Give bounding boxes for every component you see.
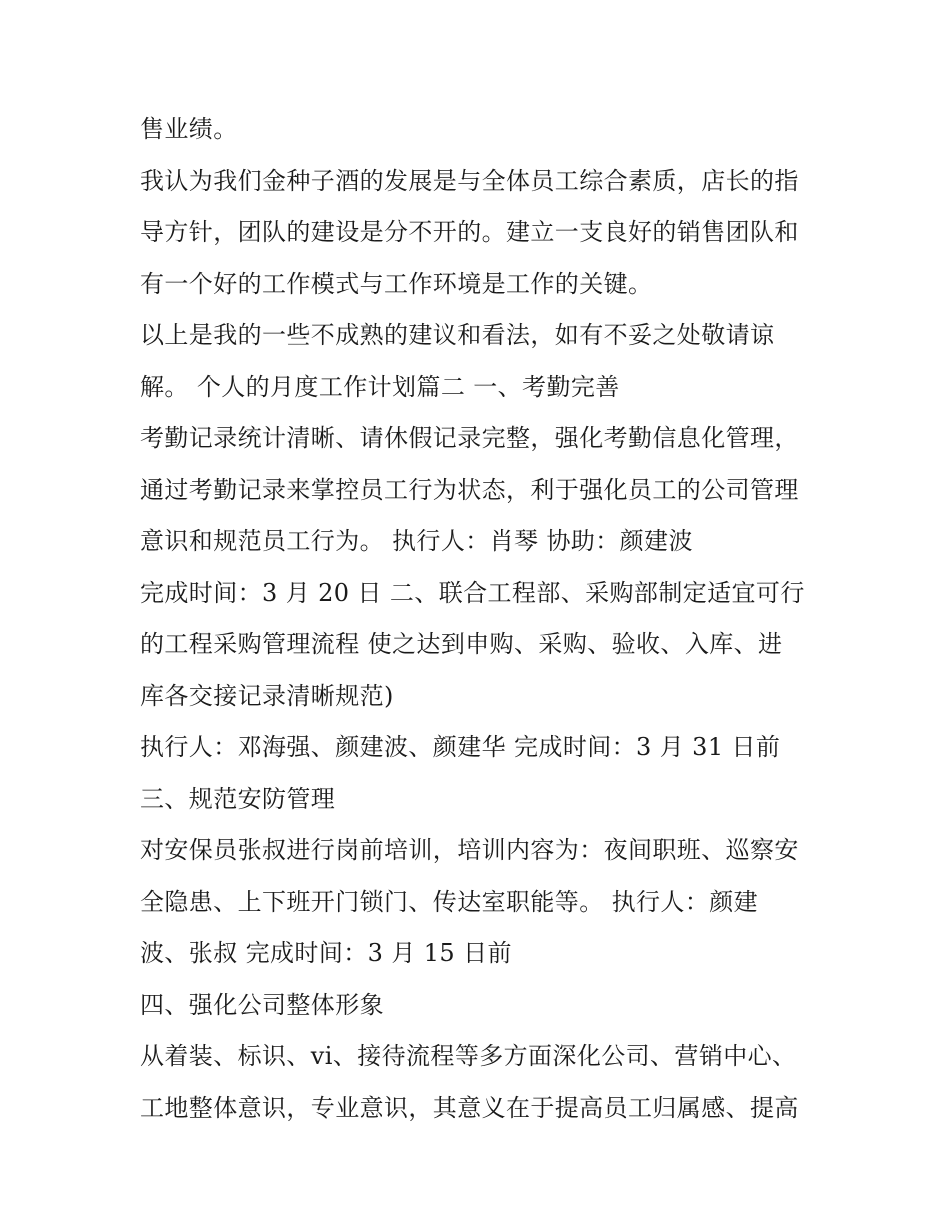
text-line: 解。 个人的月度工作计划篇二 一、考勤完善 [140, 372, 620, 401]
section-heading: 四、强化公司整体形象 [140, 990, 384, 1019]
text-line: 我认为我们金种子酒的发展是与全体员工综合素质，店长的指 [140, 166, 799, 195]
text-line: 对安保员张叔进行岗前培训，培训内容为：夜间职班、巡察安 [140, 836, 799, 864]
text-line: 波、张叔 完成时间：3 月 15 日前 [140, 939, 512, 967]
text-line: 工地整体意识，专业意识，其意义在于提高员工归属感、提高 [140, 1093, 799, 1122]
text-line: 有一个好的工作模式与工作环境是工作的关键。 [140, 269, 653, 298]
document-body [140, 104, 830, 1134]
text-line: 从着装、标识、vi、接待流程等多方面深化公司、营销中心、 [140, 1042, 797, 1070]
text-line: 考勤记录统计清晰、请休假记录完整，强化考勤信息化管理， [140, 424, 799, 452]
text-line: 全隐患、上下班开门锁门、传达室职能等。 执行人：颜建 [140, 887, 759, 916]
text-line: 导方针，团队的建设是分不开的。建立一支良好的销售团队和 [140, 218, 799, 246]
text-line: 意识和规范员工行为。 执行人：肖琴 协助：颜建波 [140, 527, 693, 555]
text-line: 售业绩。 [140, 115, 238, 143]
text-line: 以上是我的一些不成熟的建议和看法，如有不妥之处敬请谅 [140, 321, 775, 349]
text-line: 库各交接记录清晰规范) [140, 681, 394, 710]
section-heading: 三、规范安防管理 [140, 784, 336, 813]
text-line: 的工程采购管理流程 使之达到申购、采购、验收、入库、进 [140, 630, 783, 658]
text-line: 执行人：邓海强、颜建波、颜建华 完成时间：3 月 31 日前 [140, 733, 781, 761]
text-line: 完成时间：3 月 20 日 二、联合工程部、采购部制定适宜可行 [140, 578, 805, 607]
text-line: 通过考勤记录来掌控员工行为状态，利于强化员工的公司管理 [140, 475, 799, 504]
